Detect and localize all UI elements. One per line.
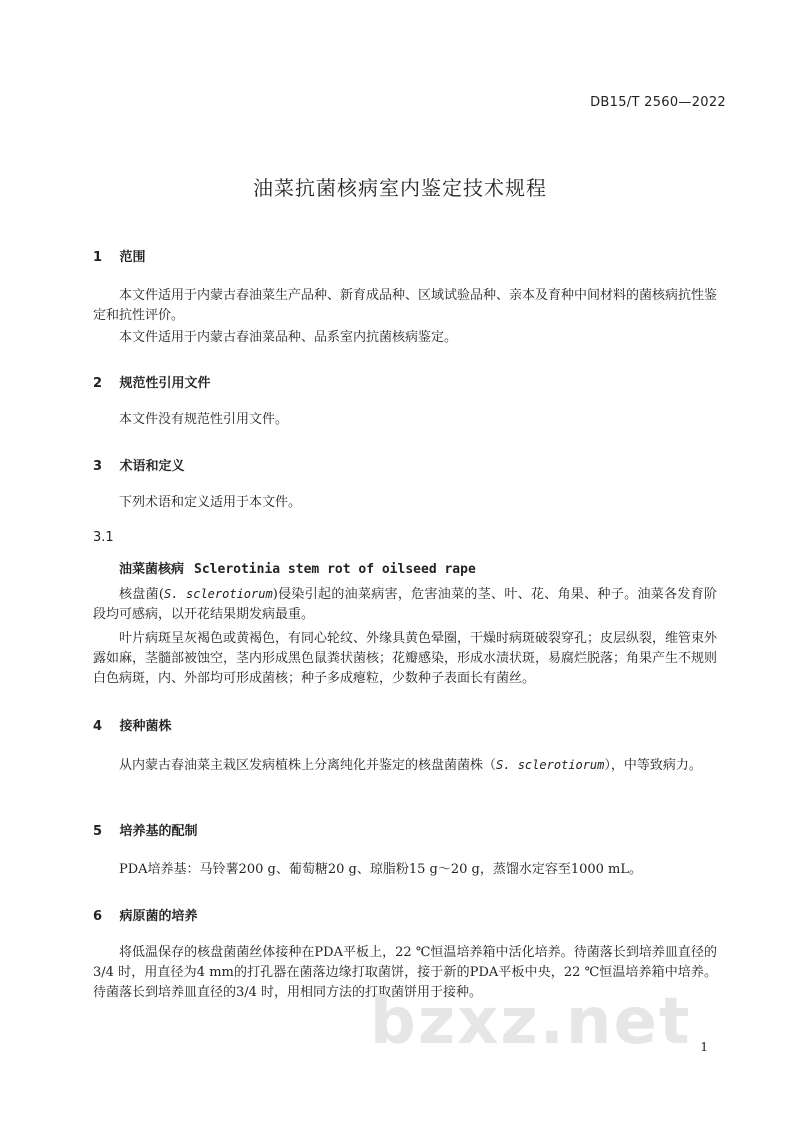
section-title: 规范性引用文件 [119,376,211,391]
definition-text: )侵染引起的油菜病害，危害油菜的茎、叶、花、角果、种子。油菜各发育阶段均可感病，以开花结果期发病最重。 [93,587,718,622]
section-number: 6 [93,909,103,924]
document-title: 油菜抗菌核病室内鉴定技术规程 [253,176,547,200]
section-heading-medium [93,820,198,839]
page-number: 1 [700,1040,708,1054]
section-title: 接种菌株 [119,719,172,734]
section-number: 1 [93,250,103,265]
definition-text: 核盘菌( [119,587,165,602]
section-title: 范围 [119,250,146,265]
paragraph-text: 从内蒙古春油菜主栽区发病植株上分离纯化并鉴定的核盘菌菌株（ [119,758,497,773]
paragraph-text: ），中等致病力。 [604,758,702,773]
paragraph: 下列术语和定义适用于本文件。 [119,495,302,510]
section-number: 5 [93,824,103,839]
paragraph: 将低温保存的核盘菌菌丝体接种在PDA平板上，22 ℃恒温培养箱中活化培养。待菌落长到培养皿直径的3/4 时，用直径为4 mm的打孔器在菌落边缘打取菌饼，接于新的PDA平板中央，22 ℃恒温培养箱中培养。待菌落长到培养皿直径的3/4 时，用相同方法的打取菌饼用于接种。 [93,945,717,1000]
section-title: 培养基的配制 [119,824,198,839]
paragraph: PDA培养基：马铃薯200 g、葡萄糖20 g、琼脂粉15 g～20 g，蒸馏水定容至1000 mL。 [119,862,642,877]
section-heading-normative-references [93,372,211,391]
term-definition [93,584,717,625]
term-english: Sclerotinia stem rot of oilseed rape [194,562,476,577]
watermark: bzxz.net [370,985,692,1059]
section-heading-pathogen-culture [93,905,198,924]
section-heading-terms [93,455,185,474]
term-chinese: 油菜菌核病 [119,562,185,577]
species-name: S. sclerotiorum [164,587,273,601]
section-title: 术语和定义 [119,459,185,474]
section-number: 3 [93,459,103,474]
section-number: 4 [93,719,103,734]
section-title: 病原菌的培养 [119,909,198,924]
document-code: DB15/T 2560—2022 [590,95,726,110]
term-entry [119,558,476,577]
paragraph: 本文件适用于内蒙古春油菜品种、品系室内抗菌核病鉴定。 [119,330,458,345]
section-heading-scope [93,246,146,265]
paragraph: 叶片病斑呈灰褐色或黄褐色，有同心轮纹、外缘具黄色晕圈，干燥时病斑破裂穿孔；皮层纵裂，维管束外露如麻，茎髓部被蚀空，茎内形成黑色鼠粪状菌核；花瓣感染，形成水渍状斑，易腐烂脱落；角果产生不规则白色病斑，内、外部均可形成菌核；种子多成瘪粒，少数种子表面长有菌丝。 [93,631,718,686]
paragraph [93,755,717,776]
paragraph: 本文件没有规范性引用文件。 [119,412,289,427]
section-heading-strain [93,715,172,734]
paragraph: 本文件适用于内蒙古春油菜生产品种、新育成品种、区域试验品种、亲本及育种中间材料的菌核病抗性鉴定和抗性评价。 [93,288,718,323]
species-name: S. sclerotiorum [496,758,605,772]
section-number: 2 [93,376,103,391]
subsection-number: 3.1 [93,530,114,545]
